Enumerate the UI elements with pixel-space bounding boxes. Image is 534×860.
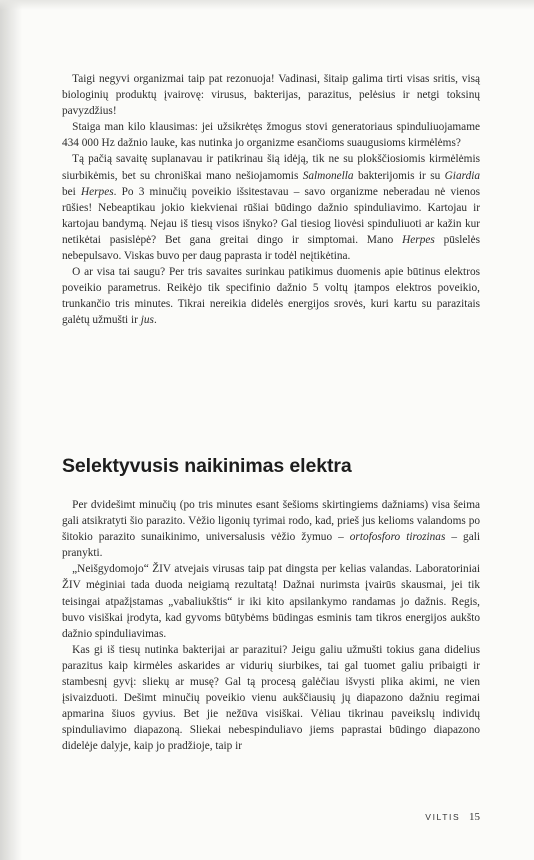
magazine-name: VILTIS xyxy=(425,812,461,822)
italic-term: Herpes xyxy=(80,185,114,198)
paragraph: Tą pačią savaitę suplanavau ir patikrinau šią idėją, tik ne su plokščiosiomis kirmėlėmis siurbikėmis, bet su chroniškai mano nešiojamomis Salmonella bakterijomis ir su Giardia bei Herpes. Po 3 minučių poveikio išsitestavau – savo organizme neberadau nė vienos rūšies! Nebeaptikau jokio kiekvienai rūšiai būdingo dažnio spinduliavimo. Kartojau ir kartojau bandymą. Nejau iš tiesų visos išnyko? Gal tiesiog liovėsi spinduliuoti ar kažin kur netikėtai pasislėpė? Bet gana greitai dingo ir simptomai. Mano Herpes pūslelės nebepulsavo. Viskas buvo per daug paprasta ir todėl neįtikėtina. xyxy=(62,153,480,263)
italic-term: ortofosforo tirozinas xyxy=(349,531,446,544)
italic-term: jus xyxy=(140,314,154,327)
page-gutter-shadow xyxy=(0,0,22,860)
paragraph: „Neišgydomojo“ ŽIV atvejais virusas taip pat dingsta per kelias valandas. Laboratoriniai ŽIV mėginiai tada duoda neigiamą rezultatą! Dažnai nurimsta įvairūs skausmai, jei tik teisingai atpažįstamas „vabaliukštis“ ir iki kito apsilankymo randamas jo dažnis. Regis, buvo visiškai įrodyta, kad gyvoms būtybėms būdingas esminis tam tikros energijos aukšto dažnio spinduliavimas. xyxy=(62,563,480,640)
section-heading: Selektyvusis naikinimas elektra xyxy=(62,455,352,477)
paragraph: Staiga man kilo klausimas: jei užsikrėtęs žmogus stovi generatoriaus spinduliuojamame 434 000 Hz dažnio lauke, kas nutinka jo organizme esančioms suaugusioms kirmėlėms? xyxy=(62,121,480,150)
italic-term: Giardia xyxy=(444,169,480,182)
paragraph: Taigi negyvi organizmai taip pat rezonuoja! Vadinasi, šitaip galima tirti visas sritis, visą biologinių produktų įvairovę: virusus, bakterijas, parazitus, pelėsius ir netgi toksinų pavyzdžius! xyxy=(62,73,480,118)
paragraph: Kas gi iš tiesų nutinka bakterijai ar parazitui? Jeigu galiu užmušti tokius gana didelius parazitus kaip kirmėles askarides ar vidurių siurbikes, tai gal tuomet galiu pribaigti ir stambesnį gyvį: sliekų ar musę? Gal tą procesą galėčiau išvysti plika akimi, ne vien įsivaizduoti. Dešimt minučių poveikio vienu aukščiausių jų diapazono dažniu regimai apmarina šiuos gyvius. Bet jie nežūva visiškai. Vėliau tikrinau paveikslų individų spinduliavimo diapazoną. Sliekai nebespinduliavo jiems paprastai būdingo diapazono didelėje dalyje, kaip jo pradžioje, taip ir xyxy=(62,643,480,753)
upper-text-block xyxy=(62,71,480,329)
page-top-shadow xyxy=(0,0,534,10)
paragraph: O ar visa tai saugu? Per tris savaites surinkau patikimus duomenis apie būtinus elektros poveikio parametrus. Reikėjo tik specifinio dažnio 5 voltų įtampos elektros poveikio, trunkančio tris minutes. Tikrai nereikia didelės energijos srovės, kuri kartu su parazitais galėtų užmušti ir jus. xyxy=(62,266,480,327)
lower-text-block xyxy=(62,497,480,755)
page-footer xyxy=(300,811,480,823)
italic-term: Salmonella xyxy=(302,169,354,182)
paragraph: Per dvidešimt minučių (po tris minutes esant šešioms skirtingiems dažniams) visa šeima gali atsikratyti šio parazito. Vėžio ligonių tyrimai rodo, kad, prieš jus kelioms valandoms po šitokio parazito sunaikinimo, universalusis vėžio žymuo – ortofosforo tirozinas – gali pranykti. xyxy=(62,499,480,560)
page-number: 15 xyxy=(469,811,480,823)
italic-term: Herpes xyxy=(402,233,435,246)
